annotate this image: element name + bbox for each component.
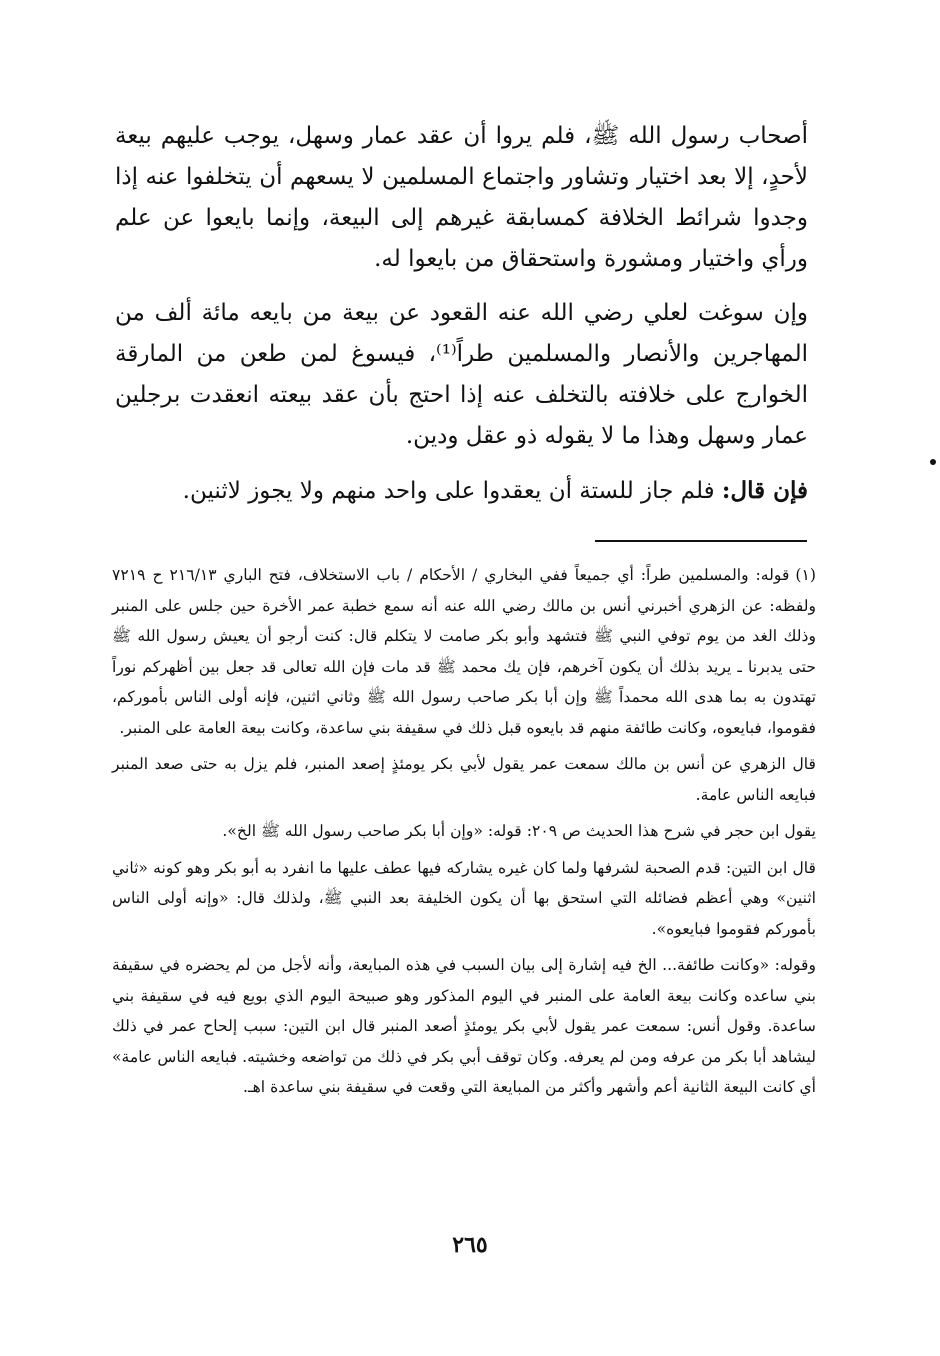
footnote-paragraph-2: قال الزهري عن أنس بن مالك سمعت عمر يقول لأبي بكر يومئذٍ إصعد المنبر، فلم يزل به حتى صعد المنبر فبايعه الناس عامة. xyxy=(112,755,816,804)
main-paragraph-1: أصحاب رسول الله ﷺ، فلم يروا أن عقد عمار وسهل، يوجب عليهم بيعة لأحدٍ، إلا بعد اختيار وتشاور واجتماع المسلمين لا يسعهم أن يتخلفوا عنه إذا وجدوا شرائط الخلافة كمسابقة غيرهم إلى البيعة، وإنما بايعوا عن علم ورأي واختيار ومشورة واستحقاق من بايعوا له. xyxy=(115,123,808,272)
footnote-1 xyxy=(112,560,816,743)
footnote-marker: (١) xyxy=(795,566,816,584)
footnote-paragraph-5: وقوله: «وكانت طائفة... الخ فيه إشارة إلى بيان السبب في هذه المبايعة، وأنه لأجل من لم يحضره في سقيفة بني ساعده وكانت بيعة العامة على المنبر في اليوم المذكور وهو صبيحة اليوم الذي بويع فيه في سقيفة بني ساعدة. وقول أنس: سمعت عمر يقول لأبي بكر يومئذٍ أصعد المنبر قال ابن التين: سبب إلحاح عمر في ذلك ليشاهد أبا بكر من عرفه ومن لم يعرفه. وكان توقف أبي بكر في ذلك من تواضعه وخشيته. فبايعه الناس عامة» أي كانت البيعة الثانية أعم وأشهر وأكثر من المبايعة التي وقعت في سقيفة بني ساعدة اهـ. xyxy=(112,956,816,1096)
margin-dot xyxy=(930,459,936,465)
footnotes xyxy=(112,560,816,1109)
footnote-paragraph-4: قال ابن التين: قدم الصحبة لشرفها ولما كان غيره يشاركه فيها عطف عليها ما انفرد به أبو بكر وهو كونه «ثاني اثنين» وهي أعظم فضائله التي استحق بها أن يكون الخليفة بعد النبي ﷺ، ولذلك قال: «وإنه أولى الناس بأموركم فقوموا فبايعوه». xyxy=(112,858,816,938)
footnote-separator xyxy=(595,540,807,542)
footnote-paragraph-3: يقول ابن حجر في شرح هذا الحديث ص ٢٠٩: قوله: «وإن أبا بكر صاحب رسول الله ﷺ الخ». xyxy=(222,822,816,840)
question-lead: فإن قال: xyxy=(721,477,808,504)
main-text xyxy=(115,116,808,525)
question-text: فلم جاز للستة أن يعقدوا على واحد منهم ولا يجوز لاثنين. xyxy=(182,478,722,504)
main-paragraph-2: وإن سوغت لعلي رضي الله عنه القعود عن بيعة من بايعه مائة ألف من المهاجرين والأنصار والمسلمين طراً⁽¹⁾، فيسوغ لمن طعن من المارقة الخوارج على خلافته بالتخلف عنه إذا احتج بأن عقد بيعته انعقدت برجلين عمار وسهل وهذا ما لا يقوله ذو عقل ودين. xyxy=(115,300,808,449)
page-number: ٢٦٥ xyxy=(452,1232,488,1258)
footnote-1-text: قوله: والمسلمين طراً: أي جميعاً ففي البخاري / الأحكام / باب الاستخلاف، فتح الباري ٢١٦/١٣ ح ٧٢١٩ ولفظه: عن الزهري أخبرني أنس بن مالك رضي الله عنه أنه سمع خطبة عمر الأخرة حين جلس على المنبر وذلك الغد من يوم توفي النبي ﷺ فتشهد وأبو بكر صامت لا يتكلم قال: كنت أرجو أن يعيش رسول الله ﷺ حتى يدبرنا ـ يريد بذلك أن يكون آخرهم، فإن يك محمد ﷺ قد مات فإن الله تعالى قد جعل بين أظهركم نوراً تهتدون به بما هدى الله محمداً ﷺ وإن أبا بكر صاحب رسول الله ﷺ وثاني اثنين، فإنه أولى الناس بأموركم، فقوموا، فبايعوه، وكانت طائفة منهم قد بايعوه قبل ذلك في سقيفة بني ساعدة، وكانت بيعة العامة على المنبر. xyxy=(112,566,816,737)
main-paragraph-3 xyxy=(115,470,808,512)
